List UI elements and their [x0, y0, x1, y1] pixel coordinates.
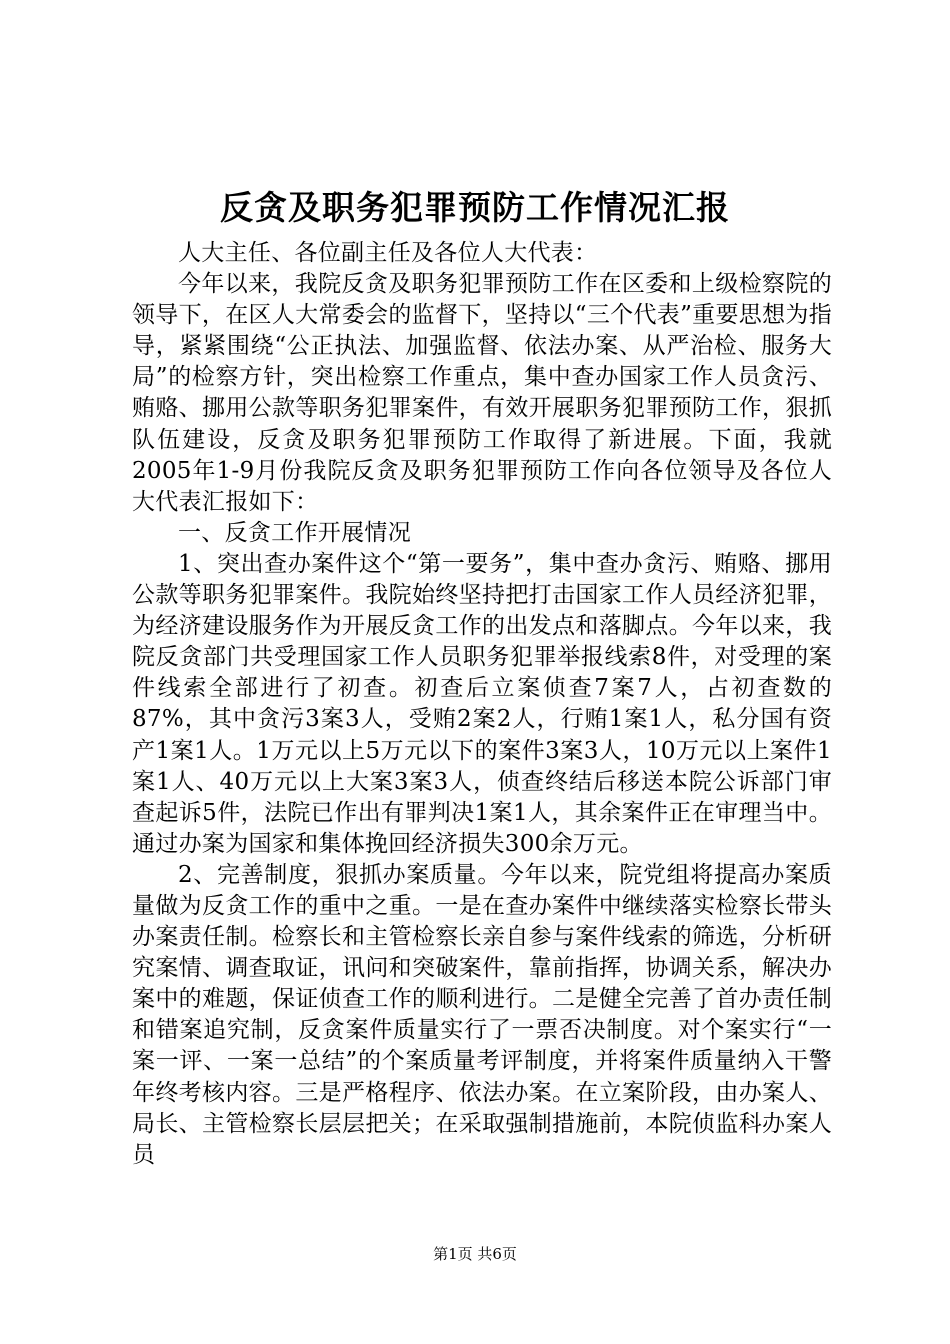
page-title: 反贪及职务犯罪预防工作情况汇报 — [220, 188, 730, 227]
body-paragraph: 1、突出查办案件这个“第一要务”，集中查办贪污、贿赂、挪用公款等职务犯罪案件。我院始终坚持把打击国家工作人员经济犯罪，为经济建设服务作为开展反贪工作的出发点和落脚点。今年以来，我院反贪部门共受理国家工作人员职务犯罪举报线索8件，对受理的案件线索全部进行了初查。初查后立案侦查7案7人，占初查数的87%，其中贪污3案3人，受贿2案2人，行贿1案1人，私分国有资产1案1人。1万元以上5万元以下的案件3案3人，10万元以上案件1案1人、40万元以上大案3案3人，侦查终结后移送本院公诉部门审查起诉5件，法院已作出有罪判决1案1人，其余案件正在审理当中。通过办案为国家和集体挽回经济损失300余万元。 — [132, 550, 832, 857]
salutation-paragraph: 人大主任、各位副主任及各位人大代表： — [178, 240, 598, 266]
section-heading: 一、反贪工作开展情况 — [178, 519, 411, 546]
page-footer: 第1页 共6页 — [433, 1245, 517, 1263]
body-paragraph: 2、完善制度，狠抓办案质量。今年以来，院党组将提高办案质量做为反贪工作的重中之重。一是在查办案件中继续落实检察长带头办案责任制。检察长和主管检察长亲自参与案件线索的筛选，分析研究案情、调查取证，讯问和突破案件，靠前指挥，协调关系，解决办案中的难题，保证侦查工作的顺利进行。二是健全完善了首办责任制和错案追究制，反贪案件质量实行了一票否决制度。对个案实行“一案一评、一案一总结”的个案质量考评制度，并将案件质量纳入干警年终考核内容。三是严格程序、依法办案。在立案阶段，由办案人、局长、主管检察长层层把关；在采取强制措施前，本院侦监科办案人员 — [132, 861, 832, 1168]
document-body — [132, 238, 832, 1171]
intro-paragraph: 今年以来，我院反贪及职务犯罪预防工作在区委和上级检察院的领导下，在区人大常委会的监督下，坚持以“三个代表”重要思想为指导，紧紧围绕“公正执法、加强监督、依法办案、从严治检、服务大局”的检察方针，突出检察工作重点，集中查办国家工作人员贪污、贿赂、挪用公款等职务犯罪案件，有效开展职务犯罪预防工作，狠抓队伍建设，反贪及职务犯罪预防工作取得了新进展。下面，我就2005年1-9月份我院反贪及职务犯罪预防工作向各位领导及各位人大代表汇报如下： — [132, 271, 832, 515]
